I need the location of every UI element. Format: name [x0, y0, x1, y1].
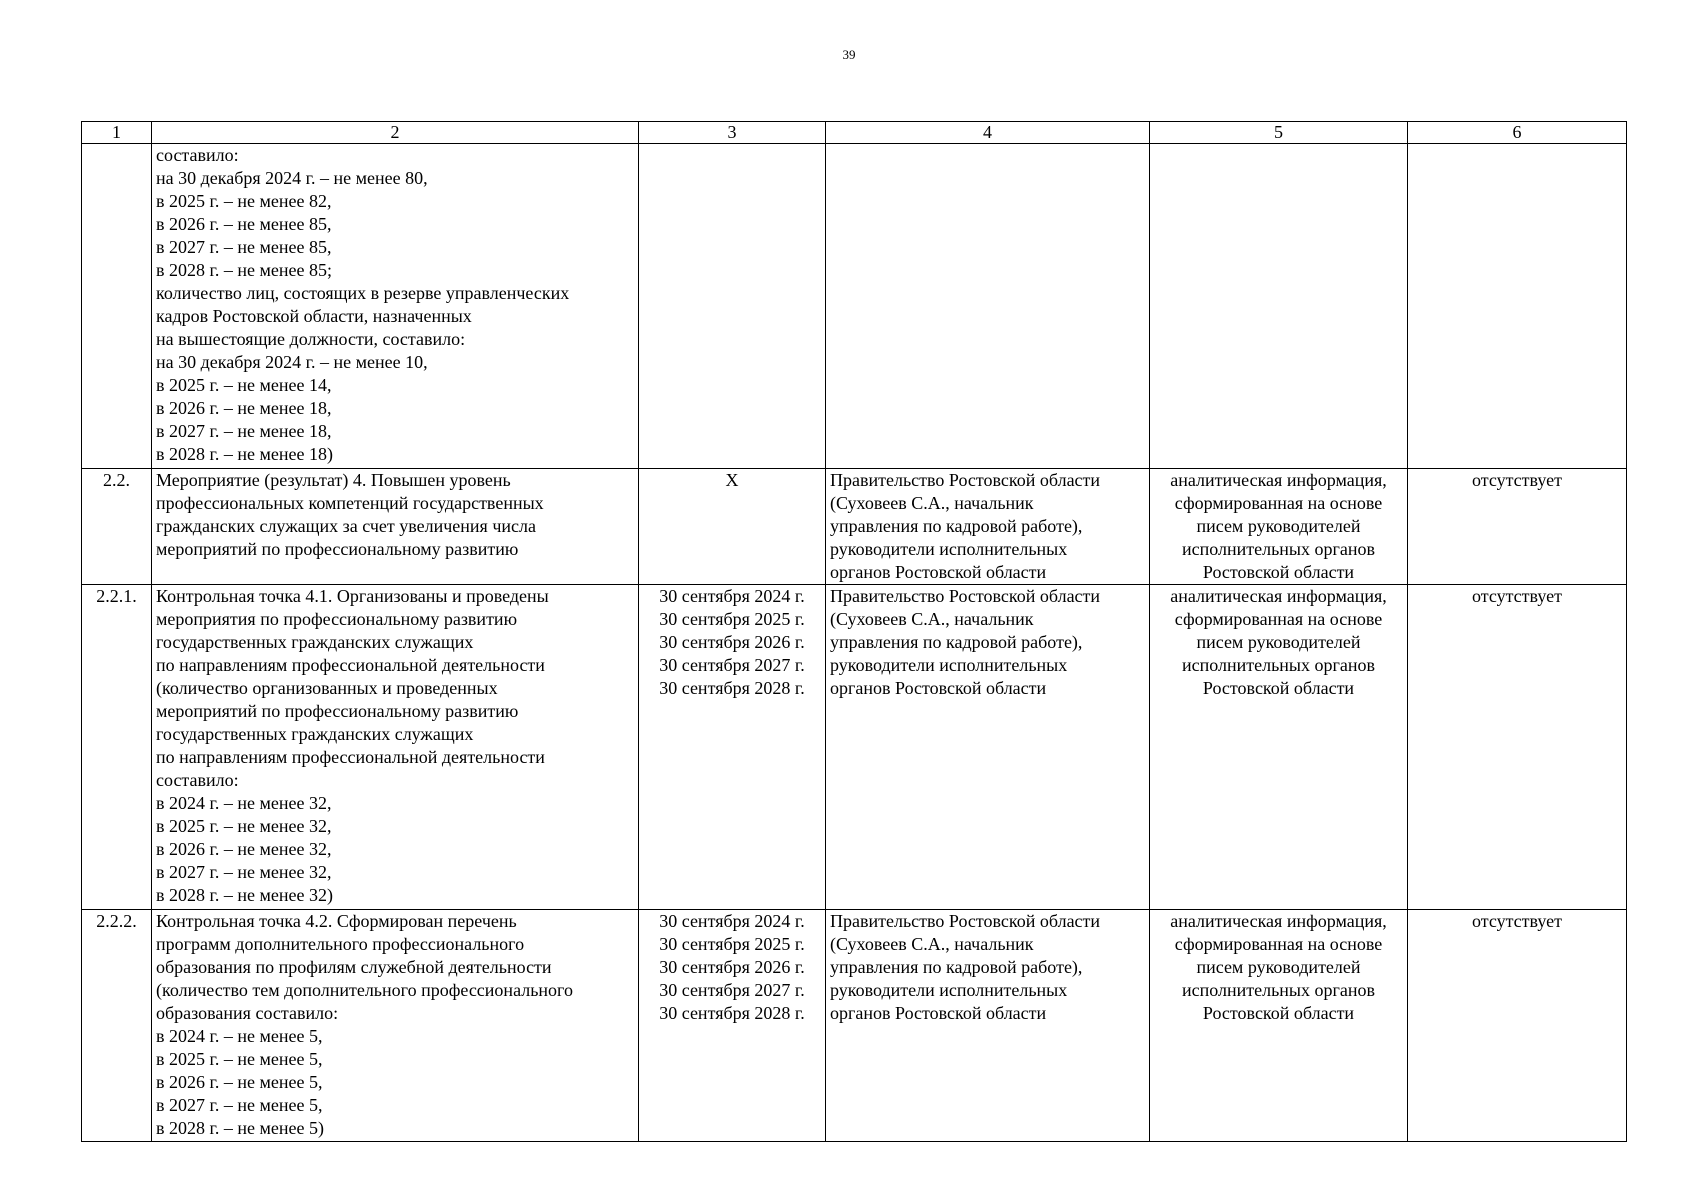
cell-text-line: профессиональных компетенций государственных — [156, 493, 544, 513]
cell-text-line: 30 сентября 2026 г. — [659, 632, 805, 652]
cell-text-line: в 2026 г. – не менее 85, — [156, 214, 332, 234]
document-type-cell — [1150, 585, 1408, 910]
cell-text-line: исполнительных органов — [1181, 539, 1376, 559]
column-header-1: 1 — [82, 122, 152, 144]
info-system-cell: отсутствует — [1408, 469, 1627, 585]
cell-text-line: писем руководителей — [1196, 516, 1361, 536]
cell-text-line: (количество организованных и проведенных — [156, 678, 498, 698]
cell-text-line: Ростовской области — [1202, 1003, 1355, 1023]
cell-text-line: в 2024 г. – не менее 32, — [156, 793, 332, 813]
responsible-cell — [826, 144, 1150, 469]
cell-text-line: в 2027 г. – не менее 5, — [156, 1095, 323, 1115]
cell-text-line: органов Ростовской области — [830, 562, 1047, 582]
cell-text-line: в 2026 г. – не менее 5, — [156, 1072, 323, 1092]
cell-text-line: в 2028 г. – не менее 32) — [156, 885, 333, 905]
cell-text-line: писем руководителей — [1196, 957, 1361, 977]
row-number-cell: 2.2.2. — [82, 910, 152, 1142]
cell-text-line: в 2025 г. – не менее 14, — [156, 375, 332, 395]
cell-text-line: мероприятий по профессиональному развитию — [156, 539, 519, 559]
table-row — [82, 469, 1627, 585]
responsible-cell — [826, 910, 1150, 1142]
cell-text-line: Ростовской области — [1202, 562, 1355, 582]
deadline-cell — [639, 144, 826, 469]
info-system-cell: отсутствует — [1408, 585, 1627, 910]
cell-text-line: (Суховеев С.А., начальник — [830, 934, 1034, 954]
row-number-cell: 2.2.1. — [82, 585, 152, 910]
document-type-cell — [1150, 144, 1408, 469]
cell-text-line: Х — [725, 470, 739, 490]
column-header-5: 5 — [1150, 122, 1408, 144]
column-header-4: 4 — [826, 122, 1150, 144]
document-type-cell — [1150, 469, 1408, 585]
cell-text-line: в 2027 г. – не менее 18, — [156, 421, 332, 441]
cell-text-line: образования по профилям служебной деятельности — [156, 957, 552, 977]
cell-text-line: в 2024 г. – не менее 5, — [156, 1026, 323, 1046]
cell-text-line: руководители исполнительных — [830, 980, 1068, 1000]
cell-text-line: Правительство Ростовской области — [830, 470, 1101, 490]
cell-text-line: государственных гражданских служащих — [156, 724, 474, 744]
deadline-cell — [639, 469, 826, 585]
cell-text-line: программ дополнительного профессионального — [156, 934, 525, 954]
document-type-cell — [1150, 910, 1408, 1142]
description-cell — [152, 144, 639, 469]
cell-text-line: составило: — [156, 145, 239, 165]
cell-text-line: сформированная на основе — [1174, 493, 1383, 513]
cell-text-line: кадров Ростовской области, назначенных — [156, 306, 472, 326]
cell-text-line: в 2027 г. – не менее 32, — [156, 862, 332, 882]
table-row — [82, 144, 1627, 469]
cell-text-line: (количество тем дополнительного профессионального — [156, 980, 573, 1000]
cell-text-line: государственных гражданских служащих — [156, 632, 474, 652]
description-cell — [152, 585, 639, 910]
cell-text-line: составило: — [156, 770, 239, 790]
activities-table — [81, 121, 1627, 1142]
cell-text-line: 30 сентября 2028 г. — [659, 678, 805, 698]
cell-text-line: мероприятий по профессиональному развитию — [156, 701, 519, 721]
info-system-cell: отсутствует — [1408, 910, 1627, 1142]
description-cell — [152, 469, 639, 585]
cell-text-line: сформированная на основе — [1174, 934, 1383, 954]
cell-text-line: 30 сентября 2027 г. — [659, 655, 805, 675]
cell-text-line: руководители исполнительных — [830, 655, 1068, 675]
cell-text-line: управления по кадровой работе), — [830, 516, 1083, 536]
page-number: 39 — [842, 47, 856, 62]
cell-text-line: органов Ростовской области — [830, 678, 1047, 698]
cell-text-line: (Суховеев С.А., начальник — [830, 493, 1034, 513]
cell-text-line: писем руководителей — [1196, 632, 1361, 652]
table-header-row — [82, 122, 1627, 144]
cell-text-line: 30 сентября 2025 г. — [659, 609, 805, 629]
cell-text-line: Ростовской области — [1202, 678, 1355, 698]
cell-text-line: в 2028 г. – не менее 18) — [156, 444, 333, 464]
cell-text-line: Контрольная точка 4.1. Организованы и проведены — [156, 586, 549, 606]
row-number-cell: 2.2. — [82, 469, 152, 585]
cell-text-line: органов Ростовской области — [830, 1003, 1047, 1023]
cell-text-line: на вышестоящие должности, составило: — [156, 329, 466, 349]
cell-text-line: образования составило: — [156, 1003, 339, 1023]
cell-text-line: исполнительных органов — [1181, 980, 1376, 1000]
cell-text-line: мероприятия по профессиональному развитию — [156, 609, 518, 629]
cell-text-line: Правительство Ростовской области — [830, 911, 1101, 931]
cell-text-line: на 30 декабря 2024 г. – не менее 10, — [156, 352, 428, 372]
cell-text-line: в 2026 г. – не менее 32, — [156, 839, 332, 859]
cell-text-line: в 2025 г. – не менее 82, — [156, 191, 332, 211]
cell-text-line: по направлениям профессиональной деятельности — [156, 747, 545, 767]
cell-text-line: 30 сентября 2027 г. — [659, 980, 805, 1000]
column-header-6: 6 — [1408, 122, 1627, 144]
responsible-cell — [826, 585, 1150, 910]
cell-text-line: (Суховеев С.А., начальник — [830, 609, 1034, 629]
cell-text-line: в 2025 г. – не менее 32, — [156, 816, 332, 836]
cell-text-line: управления по кадровой работе), — [830, 957, 1083, 977]
cell-text-line: аналитическая информация, — [1170, 911, 1387, 931]
cell-text-line: в 2026 г. – не менее 18, — [156, 398, 332, 418]
cell-text-line: в 2027 г. – не менее 85, — [156, 237, 332, 257]
cell-text-line: сформированная на основе — [1174, 609, 1383, 629]
cell-text-line: 30 сентября 2024 г. — [659, 911, 805, 931]
column-header-3: 3 — [639, 122, 826, 144]
cell-text-line: в 2028 г. – не менее 85; — [156, 260, 332, 280]
column-header-2: 2 — [152, 122, 639, 144]
cell-text-line: Мероприятие (результат) 4. Повышен уровень — [156, 470, 511, 490]
deadline-cell — [639, 910, 826, 1142]
cell-text-line: в 2025 г. – не менее 5, — [156, 1049, 323, 1069]
cell-text-line: в 2028 г. – не менее 5) — [156, 1118, 324, 1138]
cell-text-line: количество лиц, состоящих в резерве управленческих — [156, 283, 570, 303]
table-row — [82, 585, 1627, 910]
cell-text-line: аналитическая информация, — [1170, 586, 1387, 606]
deadline-cell — [639, 585, 826, 910]
responsible-cell — [826, 469, 1150, 585]
description-cell — [152, 910, 639, 1142]
cell-text-line: 30 сентября 2026 г. — [659, 957, 805, 977]
cell-text-line: 30 сентября 2025 г. — [659, 934, 805, 954]
cell-text-line: аналитическая информация, — [1170, 470, 1387, 490]
cell-text-line: по направлениям профессиональной деятельности — [156, 655, 545, 675]
cell-text-line: руководители исполнительных — [830, 539, 1068, 559]
cell-text-line: управления по кадровой работе), — [830, 632, 1083, 652]
cell-text-line: исполнительных органов — [1181, 655, 1376, 675]
cell-text-line: Правительство Ростовской области — [830, 586, 1101, 606]
cell-text-line: Контрольная точка 4.2. Сформирован перечень — [156, 911, 517, 931]
cell-text-line: гражданских служащих за счет увеличения числа — [156, 516, 536, 536]
cell-text-line: 30 сентября 2028 г. — [659, 1003, 805, 1023]
table-row — [82, 910, 1627, 1142]
cell-text-line: 30 сентября 2024 г. — [659, 586, 805, 606]
info-system-cell — [1408, 144, 1627, 469]
row-number-cell — [82, 144, 152, 469]
cell-text-line: на 30 декабря 2024 г. – не менее 80, — [156, 168, 428, 188]
